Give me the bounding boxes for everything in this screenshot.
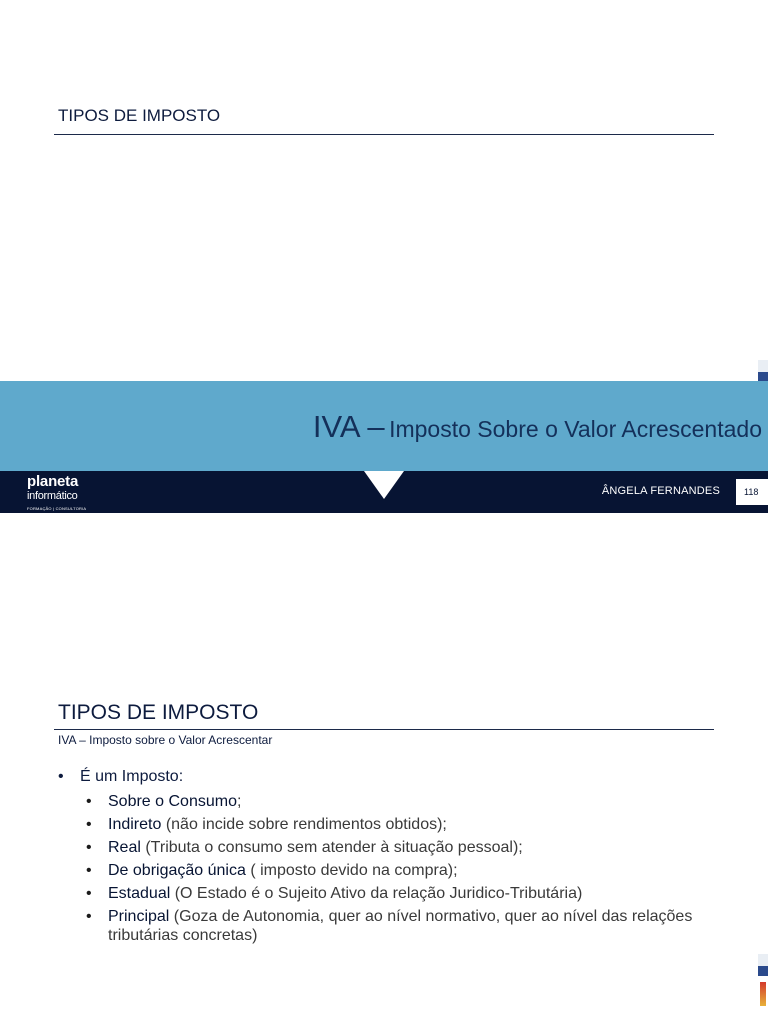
- slide-subtitle: IVA – Imposto sobre o Valor Acrescentar: [58, 733, 273, 747]
- item-desc: ;: [236, 793, 242, 810]
- item-term: Estadual: [108, 885, 171, 902]
- page-number: 118: [736, 479, 768, 505]
- slide-title: TIPOS DE IMPOSTO: [58, 701, 259, 724]
- title-divider: [54, 729, 714, 730]
- list-item: [80, 907, 718, 945]
- item-desc: ( imposto devido na compra);: [245, 862, 458, 879]
- logo-line-1: planeta: [27, 473, 79, 490]
- slide-footer: [0, 471, 768, 513]
- list-item: [80, 838, 718, 857]
- down-triangle-icon: [364, 471, 404, 499]
- side-logo-strip: [758, 954, 768, 1006]
- item-term: Indireto: [108, 816, 162, 833]
- logo-line-3: FORMAÇÃO | CONSULTORIA: [27, 506, 87, 511]
- list-item: [80, 815, 718, 834]
- item-term: Real: [108, 839, 141, 856]
- planeta-logo: [27, 474, 86, 513]
- item-desc: (Goza de Autonomia, quer ao nível normativo, quer ao nível das relações tributárias concretas): [108, 908, 693, 944]
- banner-fullname: Imposto Sobre o Valor Acrescentado: [389, 416, 762, 442]
- item-term: Principal: [108, 908, 170, 925]
- slide-title: TIPOS DE IMPOSTO: [58, 106, 221, 125]
- list-item: [80, 861, 718, 880]
- item-desc: (não incide sobre rendimentos obtidos);: [161, 816, 447, 833]
- section-banner: [0, 381, 768, 471]
- title-divider: [54, 134, 714, 135]
- sub-bullet-list: [80, 792, 718, 945]
- bullet-list: [58, 768, 718, 949]
- item-desc: (Tributa o consumo sem atender à situação pessoal);: [140, 839, 523, 856]
- item-desc: (O Estado é o Sujeito Ativo da relação Juridico-Tributária): [170, 885, 583, 902]
- item-term: De obrigação única: [108, 862, 246, 879]
- author-name: ÂNGELA FERNANDES: [601, 485, 720, 497]
- list-item: [80, 884, 718, 903]
- item-term: Sobre o Consumo: [108, 793, 237, 810]
- logo-line-2: informático: [27, 490, 78, 502]
- list-item: [80, 792, 718, 811]
- list-item: [58, 768, 718, 945]
- banner-title: [313, 409, 762, 445]
- side-logo-strip: [758, 360, 768, 381]
- banner-acronym: IVA –: [312, 409, 385, 444]
- bullet-text: É um Imposto:: [80, 768, 184, 785]
